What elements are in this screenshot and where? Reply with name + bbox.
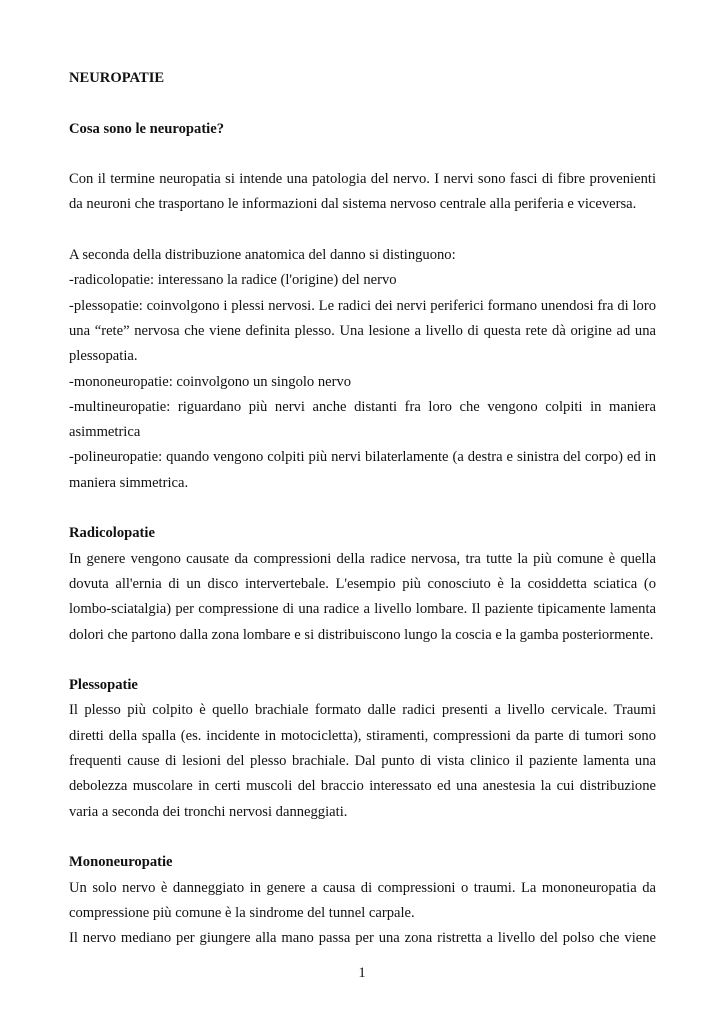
list-item: -mononeuropatie: coinvolgono un singolo nervo: [69, 373, 352, 390]
paragraph-line: In genere vengono causate da compressioni della radice nervosa, tra tutte la più comune è quella: [69, 550, 656, 567]
paragraph-line: Un solo nervo è danneggiato in genere a causa di compressioni o traumi. La mononeuropatia da: [69, 879, 656, 896]
paragraph-line: lombo-sciatalgia) per compressione di una radice a livello lombare. Il paziente tipicamente lamenta: [69, 601, 656, 618]
section-heading-mononeuropatie: Mononeuropatie: [69, 854, 173, 871]
paragraph-line: debolezza muscolare in certi muscoli del braccio interessato ed una anestesia la cui distribuzione: [69, 778, 656, 795]
paragraph-line: compressione più comune è la sindrome del tunnel carpale.: [69, 904, 415, 921]
list-item: -plessopatie: coinvolgono i plessi nervosi. Le radici dei nervi periferici formano unendosi fra di loro: [69, 297, 656, 314]
spacer: [69, 218, 656, 243]
paragraph-line: Il plesso più colpito è quello brachiale formato dalle radici presenti a livello cervicale. Traumi: [69, 702, 656, 719]
paragraph-line: asimmetrica: [69, 424, 141, 441]
paragraph-line: Con il termine neuropatia si intende una patologia del nervo. I nervi sono fasci di fibre provenienti: [69, 171, 656, 188]
list-item: -polineuropatie: quando vengono colpiti più nervi bilaterlamente (a destra e sinistra del corpo) ed in: [69, 449, 656, 466]
section-heading-plessopatie: Plessopatie: [69, 677, 138, 694]
intro-heading: Cosa sono le neuropatie?: [69, 120, 225, 137]
paragraph-line: A seconda della distribuzione anatomica del danno si distinguono:: [69, 247, 456, 264]
spacer: [69, 496, 656, 521]
list-item: -multineuropatie: riguardano più nervi anche distanti fra loro che vengono colpiti in maniera: [69, 398, 656, 415]
paragraph-line: una “rete” nervosa che viene definita plesso. Una lesione a livello di questa rete dà origine ad una: [69, 322, 656, 339]
document-title: NEUROPATIE: [69, 70, 165, 86]
paragraph-line: dolori che partono dalla zona lombare e si distribuiscono lungo la coscia e la gamba posteriormente.: [69, 626, 654, 643]
list-item: -radicolopatie: interessano la radice (l'origine) del nervo: [69, 272, 397, 289]
section-heading-radicolopatie: Radicolopatie: [69, 525, 155, 542]
spacer: [69, 91, 656, 116]
paragraph-line: varia a seconda dei tronchi nervosi danneggiati.: [69, 803, 348, 820]
paragraph-line: plessopatia.: [69, 348, 138, 365]
spacer: [69, 825, 656, 850]
paragraph-line: da neuroni che trasportano le informazioni dal sistema nervoso centrale alla periferia e viceversa.: [69, 196, 637, 213]
paragraph-line: dovuta all'ernia di un disco intervertebale. L'esempio più conosciuto è la cosiddetta sciatica (o: [69, 575, 656, 592]
paragraph-line: Il nervo mediano per giungere alla mano passa per una zona ristretta a livello del polso che viene: [69, 930, 656, 947]
spacer: [69, 142, 656, 167]
paragraph-line: frequenti cause di lesioni del plesso brachiale. Dal punto di vista clinico il paziente lamenta una: [69, 753, 656, 770]
spacer: [69, 648, 656, 673]
paragraph-line: diretti della spalla (es. incidente in motocicletta), stiramenti, compressioni da parte di tumori sono: [69, 727, 656, 744]
document-page: [69, 66, 656, 951]
paragraph-line: maniera simmetrica.: [69, 474, 189, 491]
page-number: 1: [358, 965, 366, 981]
